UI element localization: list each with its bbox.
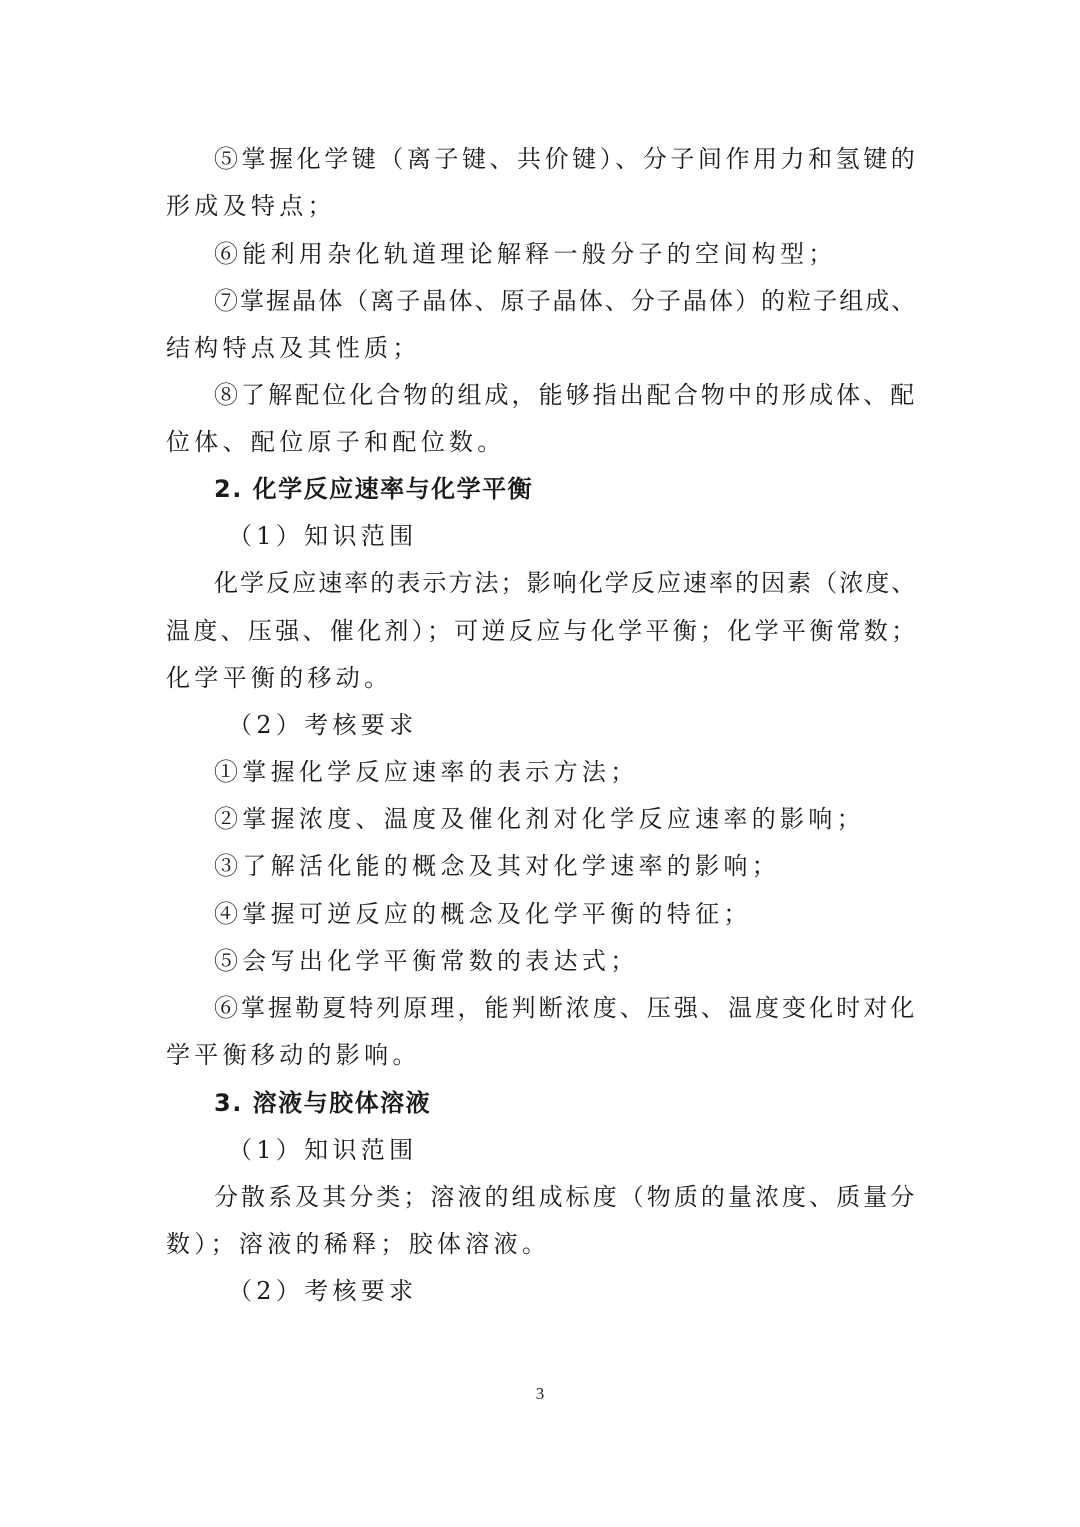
- item-7-line-1: ⑦掌握晶体（离子晶体、原子晶体、分子晶体）的粒子组成、: [214, 287, 918, 315]
- section-2-requirements-label: （2）考核要求: [228, 711, 418, 739]
- section-2-heading: 2. 化学反应速率与化学平衡: [214, 475, 534, 503]
- item-8-line-1: ⑧了解配位化合物的组成，能够指出配合物中的形成体、配: [214, 381, 918, 409]
- section-2-requirement-1: ①掌握化学反应速率的表示方法；: [214, 758, 639, 786]
- item-6: ⑥能利用杂化轨道理论解释一般分子的空间构型；: [214, 240, 837, 268]
- page-number: 3: [535, 1384, 545, 1403]
- section-2-requirement-6-line-2: 学平衡移动的影响。: [166, 1041, 421, 1069]
- item-8-line-2: 位体、配位原子和配位数。: [166, 428, 506, 456]
- section-2-requirement-5: ⑤会写出化学平衡常数的表达式；: [214, 947, 639, 975]
- section-2-scope-label: （1）知识范围: [228, 522, 418, 550]
- item-5-line-2: 形成及特点；: [166, 192, 336, 220]
- section-2-requirement-3: ③了解活化能的概念及其对化学速率的影响；: [214, 852, 780, 880]
- section-2-scope-line-3: 化学平衡的移动。: [166, 664, 393, 692]
- section-3-scope-label: （1）知识范围: [228, 1136, 418, 1164]
- item-7-line-2: 结构特点及其性质；: [166, 334, 421, 362]
- section-3-scope-line-2: 数）；溶液的稀释；胶体溶液。: [166, 1230, 551, 1258]
- section-2-scope-line-1: 化学反应速率的表示方法；影响化学反应速率的因素（浓度、: [214, 569, 918, 597]
- item-5-line-1: ⑤掌握化学键（离子键、共价键）、分子间作用力和氢键的: [214, 145, 919, 173]
- section-2-requirement-4: ④掌握可逆反应的概念及化学平衡的特征；: [214, 900, 752, 928]
- section-3-scope-line-1: 分散系及其分类；溶液的组成标度（物质的量浓度、质量分: [214, 1183, 918, 1211]
- section-3-heading: 3. 溶液与胶体溶液: [214, 1089, 432, 1117]
- section-3-requirements-label: （2）考核要求: [228, 1277, 418, 1305]
- section-2-requirement-2: ②掌握浓度、温度及催化剂对化学反应速率的影响；: [214, 805, 865, 833]
- section-2-scope-line-2: 温度、压强、催化剂）；可逆反应与化学平衡；化学平衡常数；: [166, 617, 919, 645]
- section-2-requirement-6-line-1: ⑥掌握勒夏特列原理，能判断浓度、压强、温度变化时对化: [214, 994, 918, 1022]
